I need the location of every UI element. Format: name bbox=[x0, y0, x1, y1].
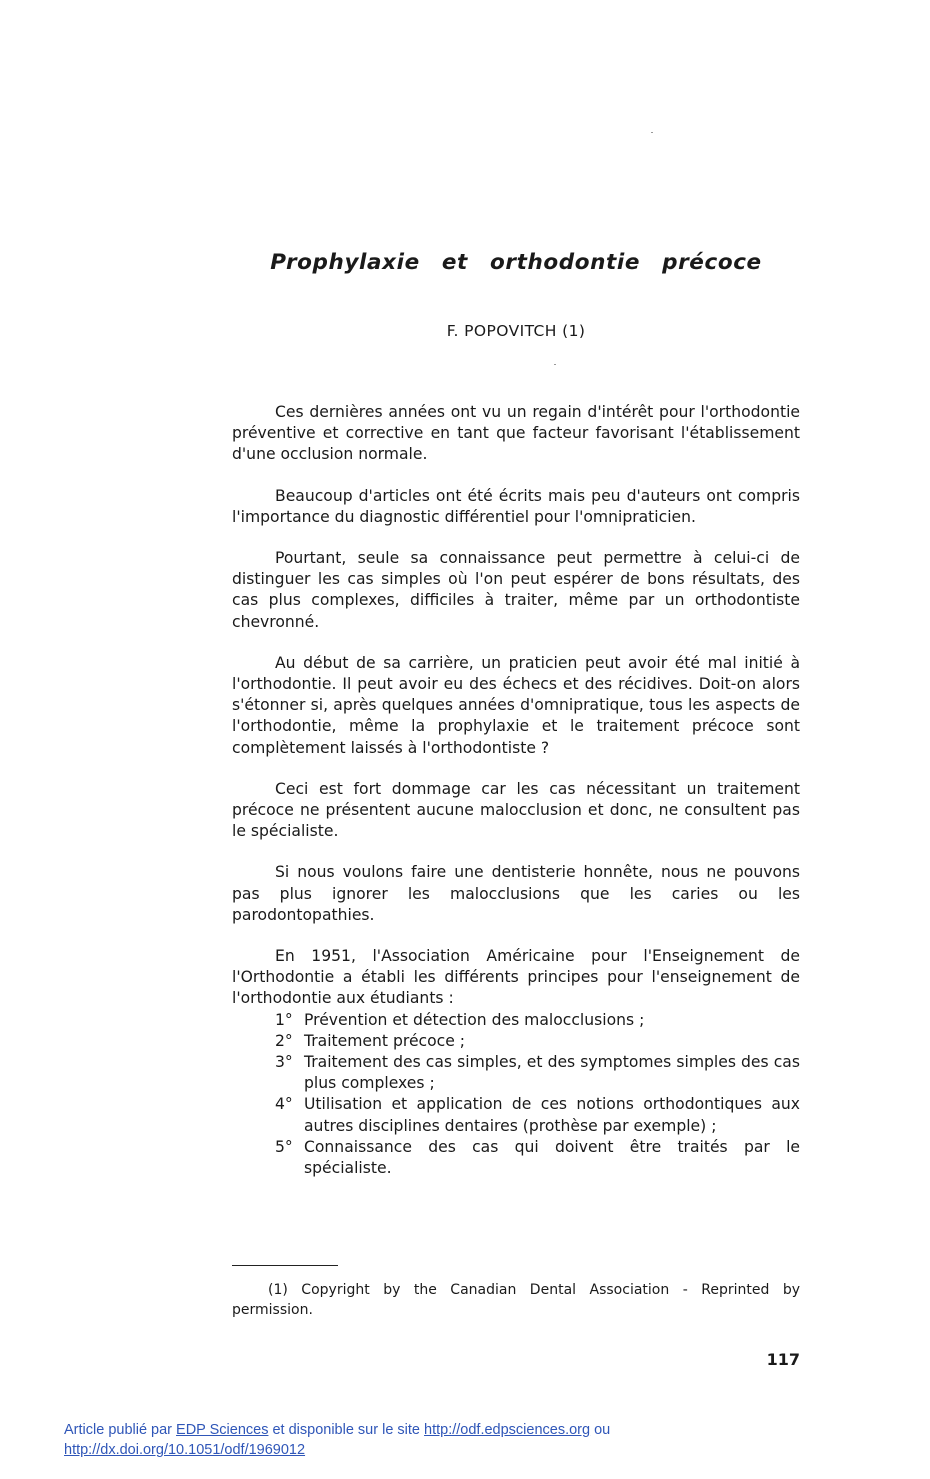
publisher-link[interactable]: EDP Sciences bbox=[176, 1422, 269, 1438]
list-item-text: Connaissance des cas qui doivent être traités par le spécialiste. bbox=[304, 1137, 800, 1178]
list-item-number: 1° bbox=[275, 1010, 293, 1029]
footnote: (1) Copyright by the Canadian Dental Association - Reprinted by permission. bbox=[232, 1282, 800, 1318]
site-link[interactable]: http://odf.edpsciences.org bbox=[424, 1422, 591, 1438]
scan-speck bbox=[651, 132, 653, 133]
list-item-text: Traitement précoce ; bbox=[304, 1031, 466, 1050]
doi-link[interactable]: http://dx.doi.org/10.1051/odf/1969012 bbox=[64, 1442, 306, 1458]
publisher-note bbox=[64, 1420, 904, 1460]
publisher-note-middle: et disponible sur le site bbox=[268, 1422, 425, 1438]
list-item bbox=[232, 1137, 800, 1179]
list-intro-paragraph: En 1951, l'Association Américaine pour l'Enseignement de l'Orthodontie a établi les différents principes pour l'enseignement de l'orthodontie aux étudiants : bbox=[232, 947, 800, 1008]
paragraph: Beaucoup d'articles ont été écrits mais peu d'auteurs ont compris l'importance du diagnostic différentiel pour l'omnipraticien. bbox=[232, 486, 800, 526]
list-item-number: 3° bbox=[275, 1053, 293, 1072]
list-item bbox=[232, 1031, 800, 1052]
list-item-text: Utilisation et application de ces notions orthodontiques aux autres disciplines dentaires (prothèse par exemple) ; bbox=[304, 1095, 800, 1135]
list-item-text: Traitement des cas simples, et des symptomes simples des cas plus complexes ; bbox=[304, 1053, 800, 1093]
article-body bbox=[232, 402, 800, 1179]
footnote-divider bbox=[232, 1265, 338, 1266]
paragraph: Pourtant, seule sa connaissance peut permettre à celui-ci de distinguer les cas simples où l'on peut espérer de bons résultats, des cas plus complexes, difficiles à traiter, même par un orthodontiste chevronné. bbox=[232, 549, 800, 631]
scan-speck bbox=[554, 364, 556, 365]
paragraph: Au début de sa carrière, un praticien peut avoir été mal initié à l'orthodontie. Il peut avoir eu des échecs et des récidives. Doit-on alors s'étonner si, après quelques années d'omnipratique, tous les aspects de l'orthodontie, même la prophylaxie et le traitement précoce sont complètement laissés à l'orthodontiste ? bbox=[232, 653, 800, 757]
page-number: 117 bbox=[766, 1350, 800, 1369]
principles-list bbox=[232, 1010, 800, 1180]
article-title: Prophylaxie et orthodontie précoce bbox=[270, 250, 762, 275]
list-item bbox=[232, 1052, 800, 1094]
publisher-note-prefix: Article publié par bbox=[64, 1422, 177, 1438]
article-author: F. POPOVITCH (1) bbox=[446, 322, 586, 340]
list-item-number: 5° bbox=[275, 1137, 293, 1156]
paragraph: Ces dernières années ont vu un regain d'intérêt pour l'orthodontie préventive et corrective en tant que facteur favorisant l'établissement d'une occlusion normale. bbox=[232, 403, 800, 464]
list-item-text: Prévention et détection des malocclusions ; bbox=[304, 1010, 645, 1029]
list-item bbox=[232, 1010, 800, 1031]
list-item-number: 2° bbox=[275, 1031, 293, 1050]
list-item-number: 4° bbox=[275, 1095, 293, 1114]
list-item bbox=[232, 1094, 800, 1136]
publisher-note-suffix: ou bbox=[590, 1422, 611, 1438]
paragraph: Ceci est fort dommage car les cas nécessitant un traitement précoce ne présentent aucune malocclusion et donc, ne consultent pas le spécialiste. bbox=[232, 779, 800, 841]
paragraph: Si nous voulons faire une dentisterie honnête, nous ne pouvons pas plus ignorer les malocclusions que les caries ou les parodontopathies. bbox=[232, 863, 800, 924]
